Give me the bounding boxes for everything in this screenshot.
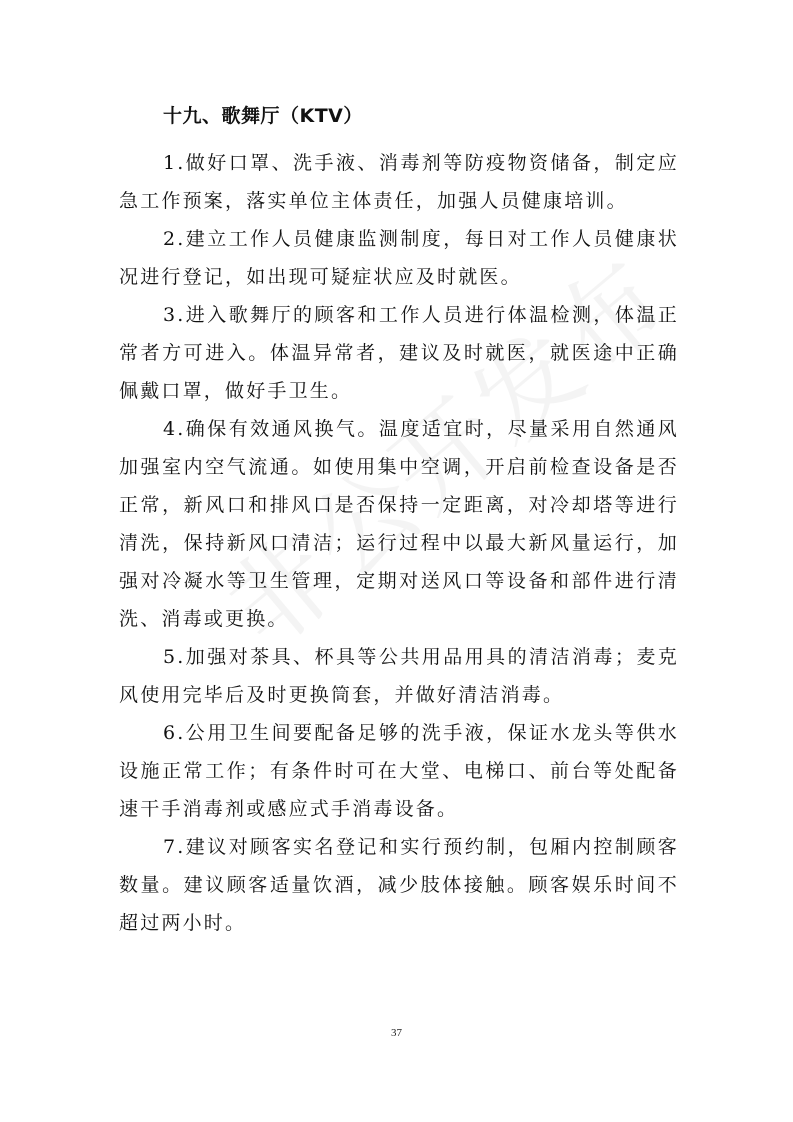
- paragraph-4: 4.确保有效通风换气。温度适宜时，尽量采用自然通风加强室内空气流通。如使用集中空调，开启前检查设备是否正常，新风口和排风口是否保持一定距离，对冷却塔等进行清洗，保持新风口清洁；运行过程中以最大新风量运行，加强对冷凝水等卫生管理，定期对送风口等设备和部件进行清洗、消毒或更换。: [119, 418, 679, 630]
- paragraph-6: 6.公用卫生间要配备足够的洗手液，保证水龙头等供水设施正常工作；有条件时可在大堂、电梯口、前台等处配备速干手消毒剂或感应式手消毒设备。: [119, 722, 679, 820]
- paragraph-3: 3.进入歌舞厅的顾客和工作人员进行体温检测，体温正常者方可进入。体温异常者，建议及时就医，就医途中正确佩戴口罩，做好手卫生。: [119, 304, 679, 402]
- paragraph-2: 2.建立工作人员健康监测制度，每日对工作人员健康状况进行登记，如出现可疑症状应及时就医。: [119, 228, 679, 288]
- body-text: [119, 144, 679, 942]
- section-heading: 十九、歌舞厅（KTV）: [163, 105, 363, 127]
- page-number: 37: [391, 1027, 402, 1039]
- paragraph-1: 1.做好口罩、洗手液、消毒剂等防疫物资储备，制定应急工作预案，落实单位主体责任，加强人员健康培训。: [119, 152, 679, 212]
- paragraph-7: 7.建议对顾客实名登记和实行预约制，包厢内控制顾客数量。建议顾客适量饮酒，减少肢体接触。顾客娱乐时间不超过两小时。: [119, 836, 679, 934]
- paragraph-5: 5.加强对茶具、杯具等公共用品用具的清洁消毒；麦克风使用完毕后及时更换筒套，并做好清洁消毒。: [119, 646, 679, 706]
